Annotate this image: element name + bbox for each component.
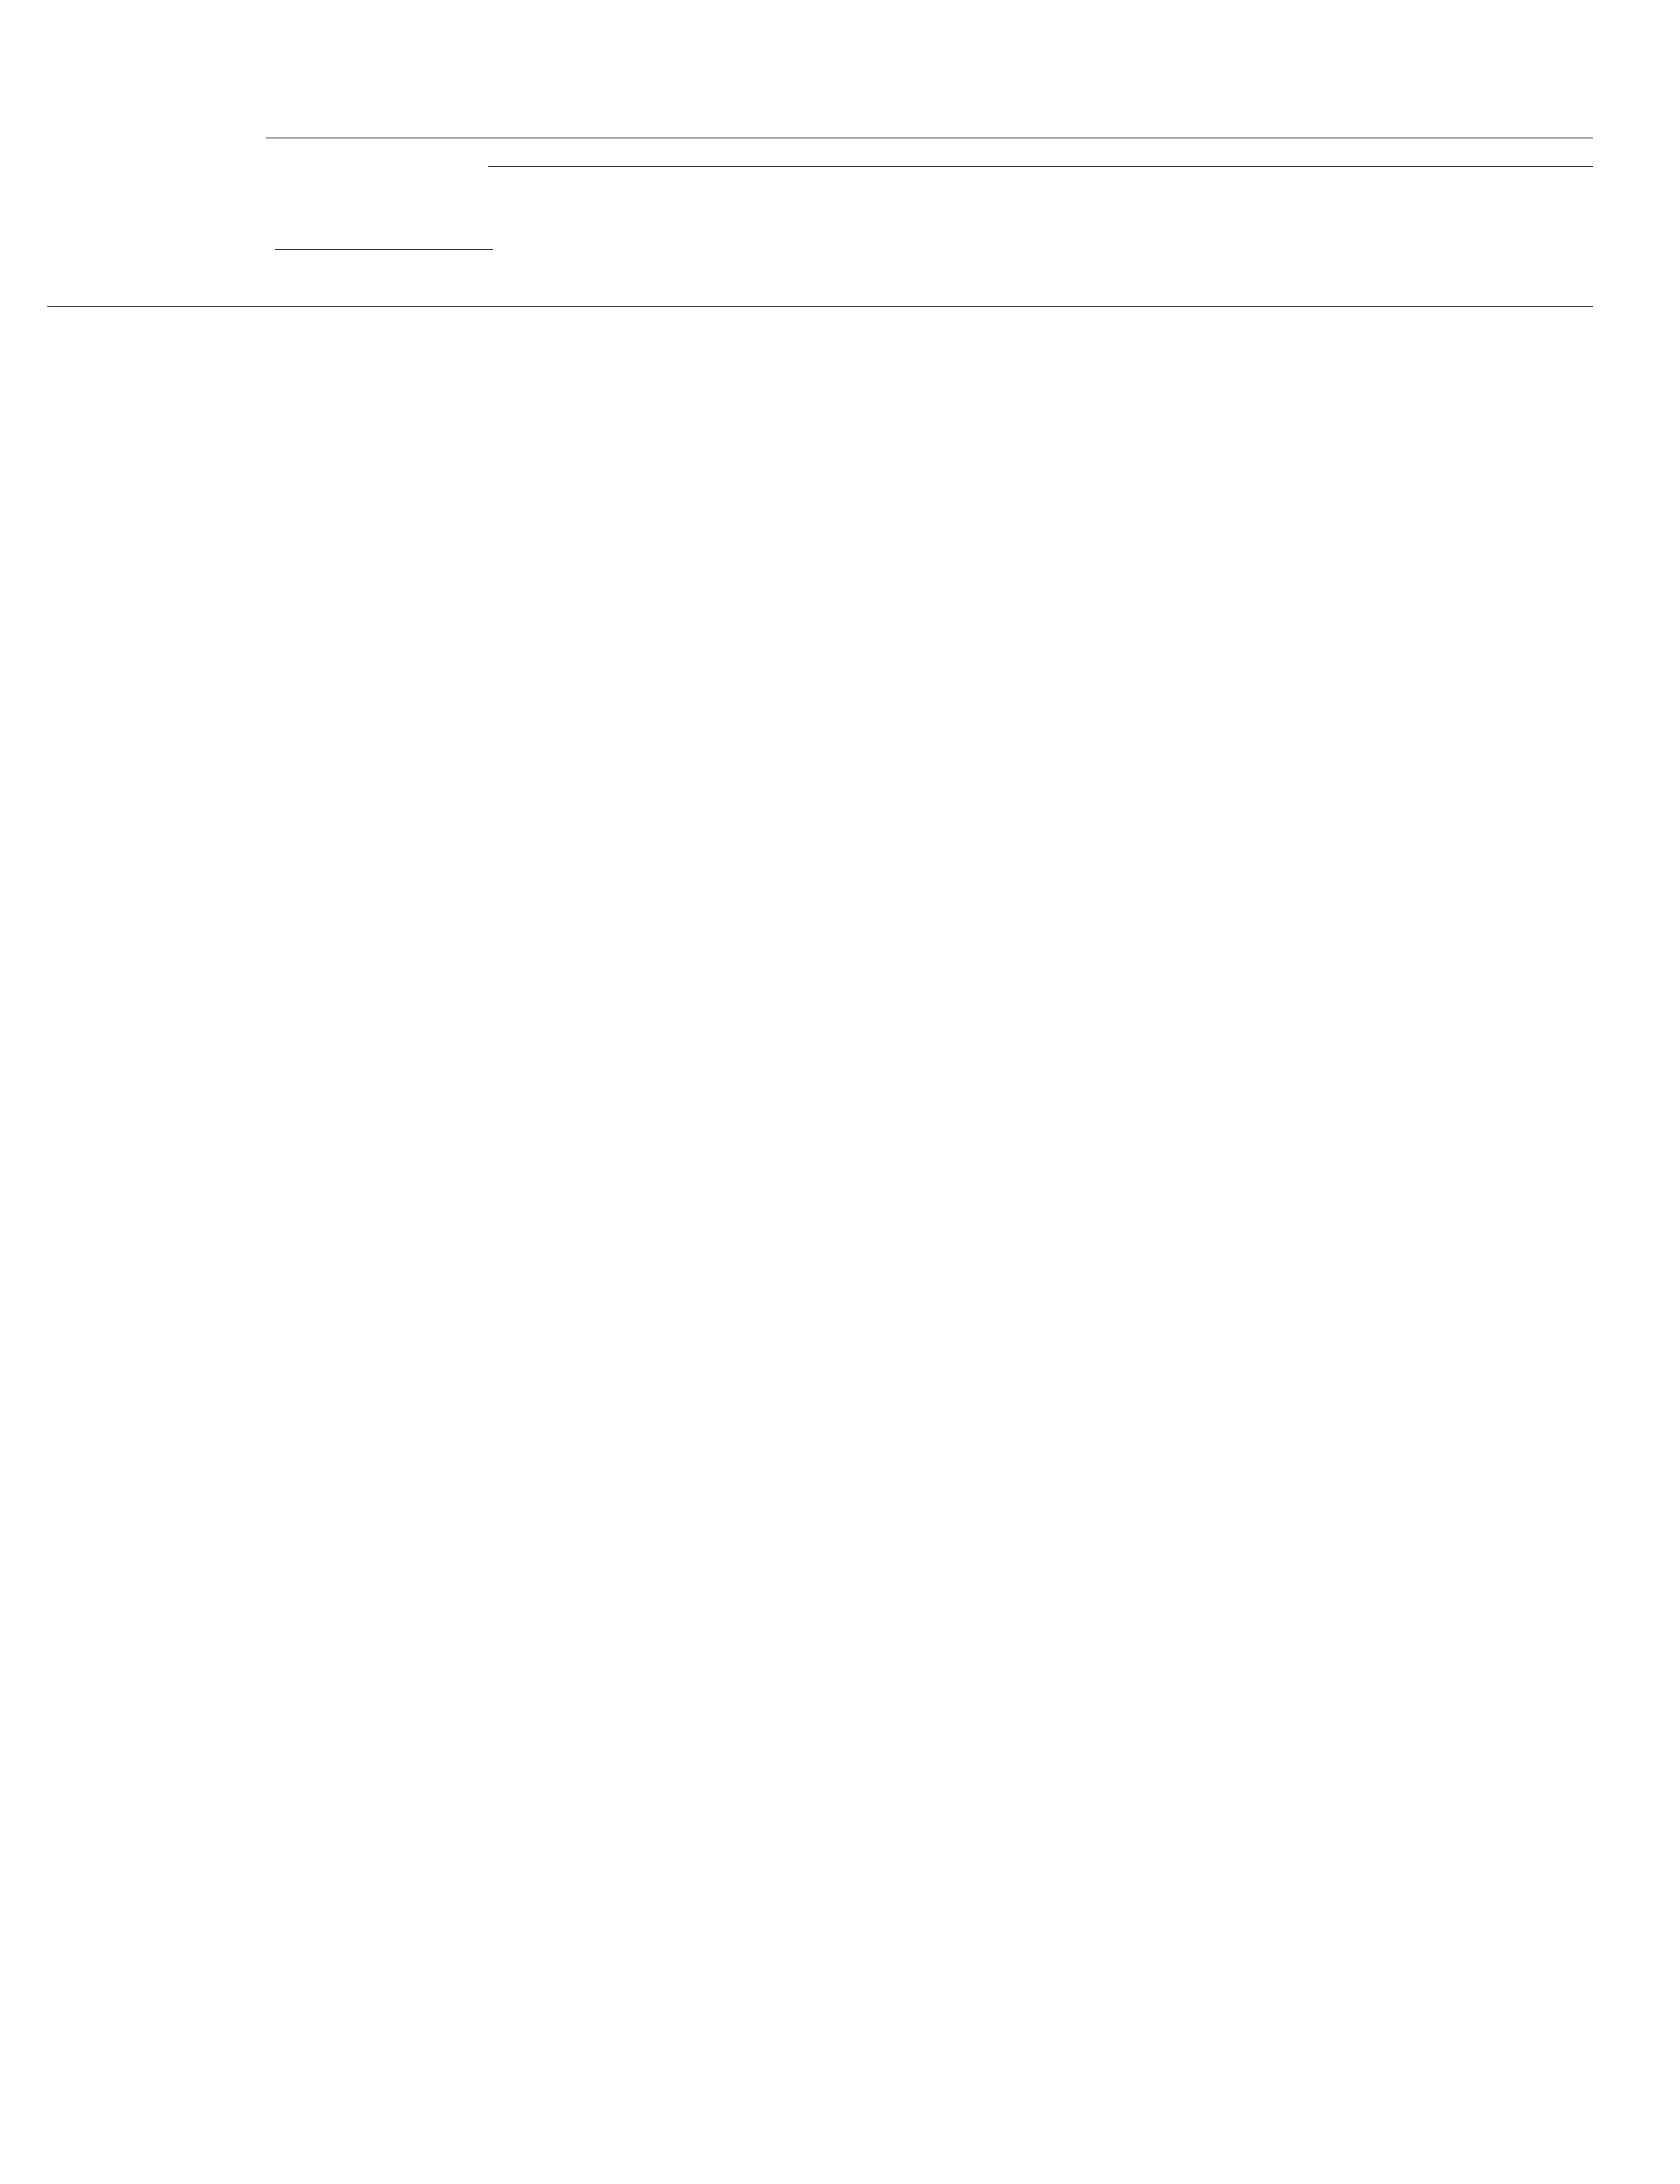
rule-header-bottom [47, 306, 1593, 307]
rule-group [488, 166, 1593, 167]
rule-passenger-group [275, 249, 493, 250]
